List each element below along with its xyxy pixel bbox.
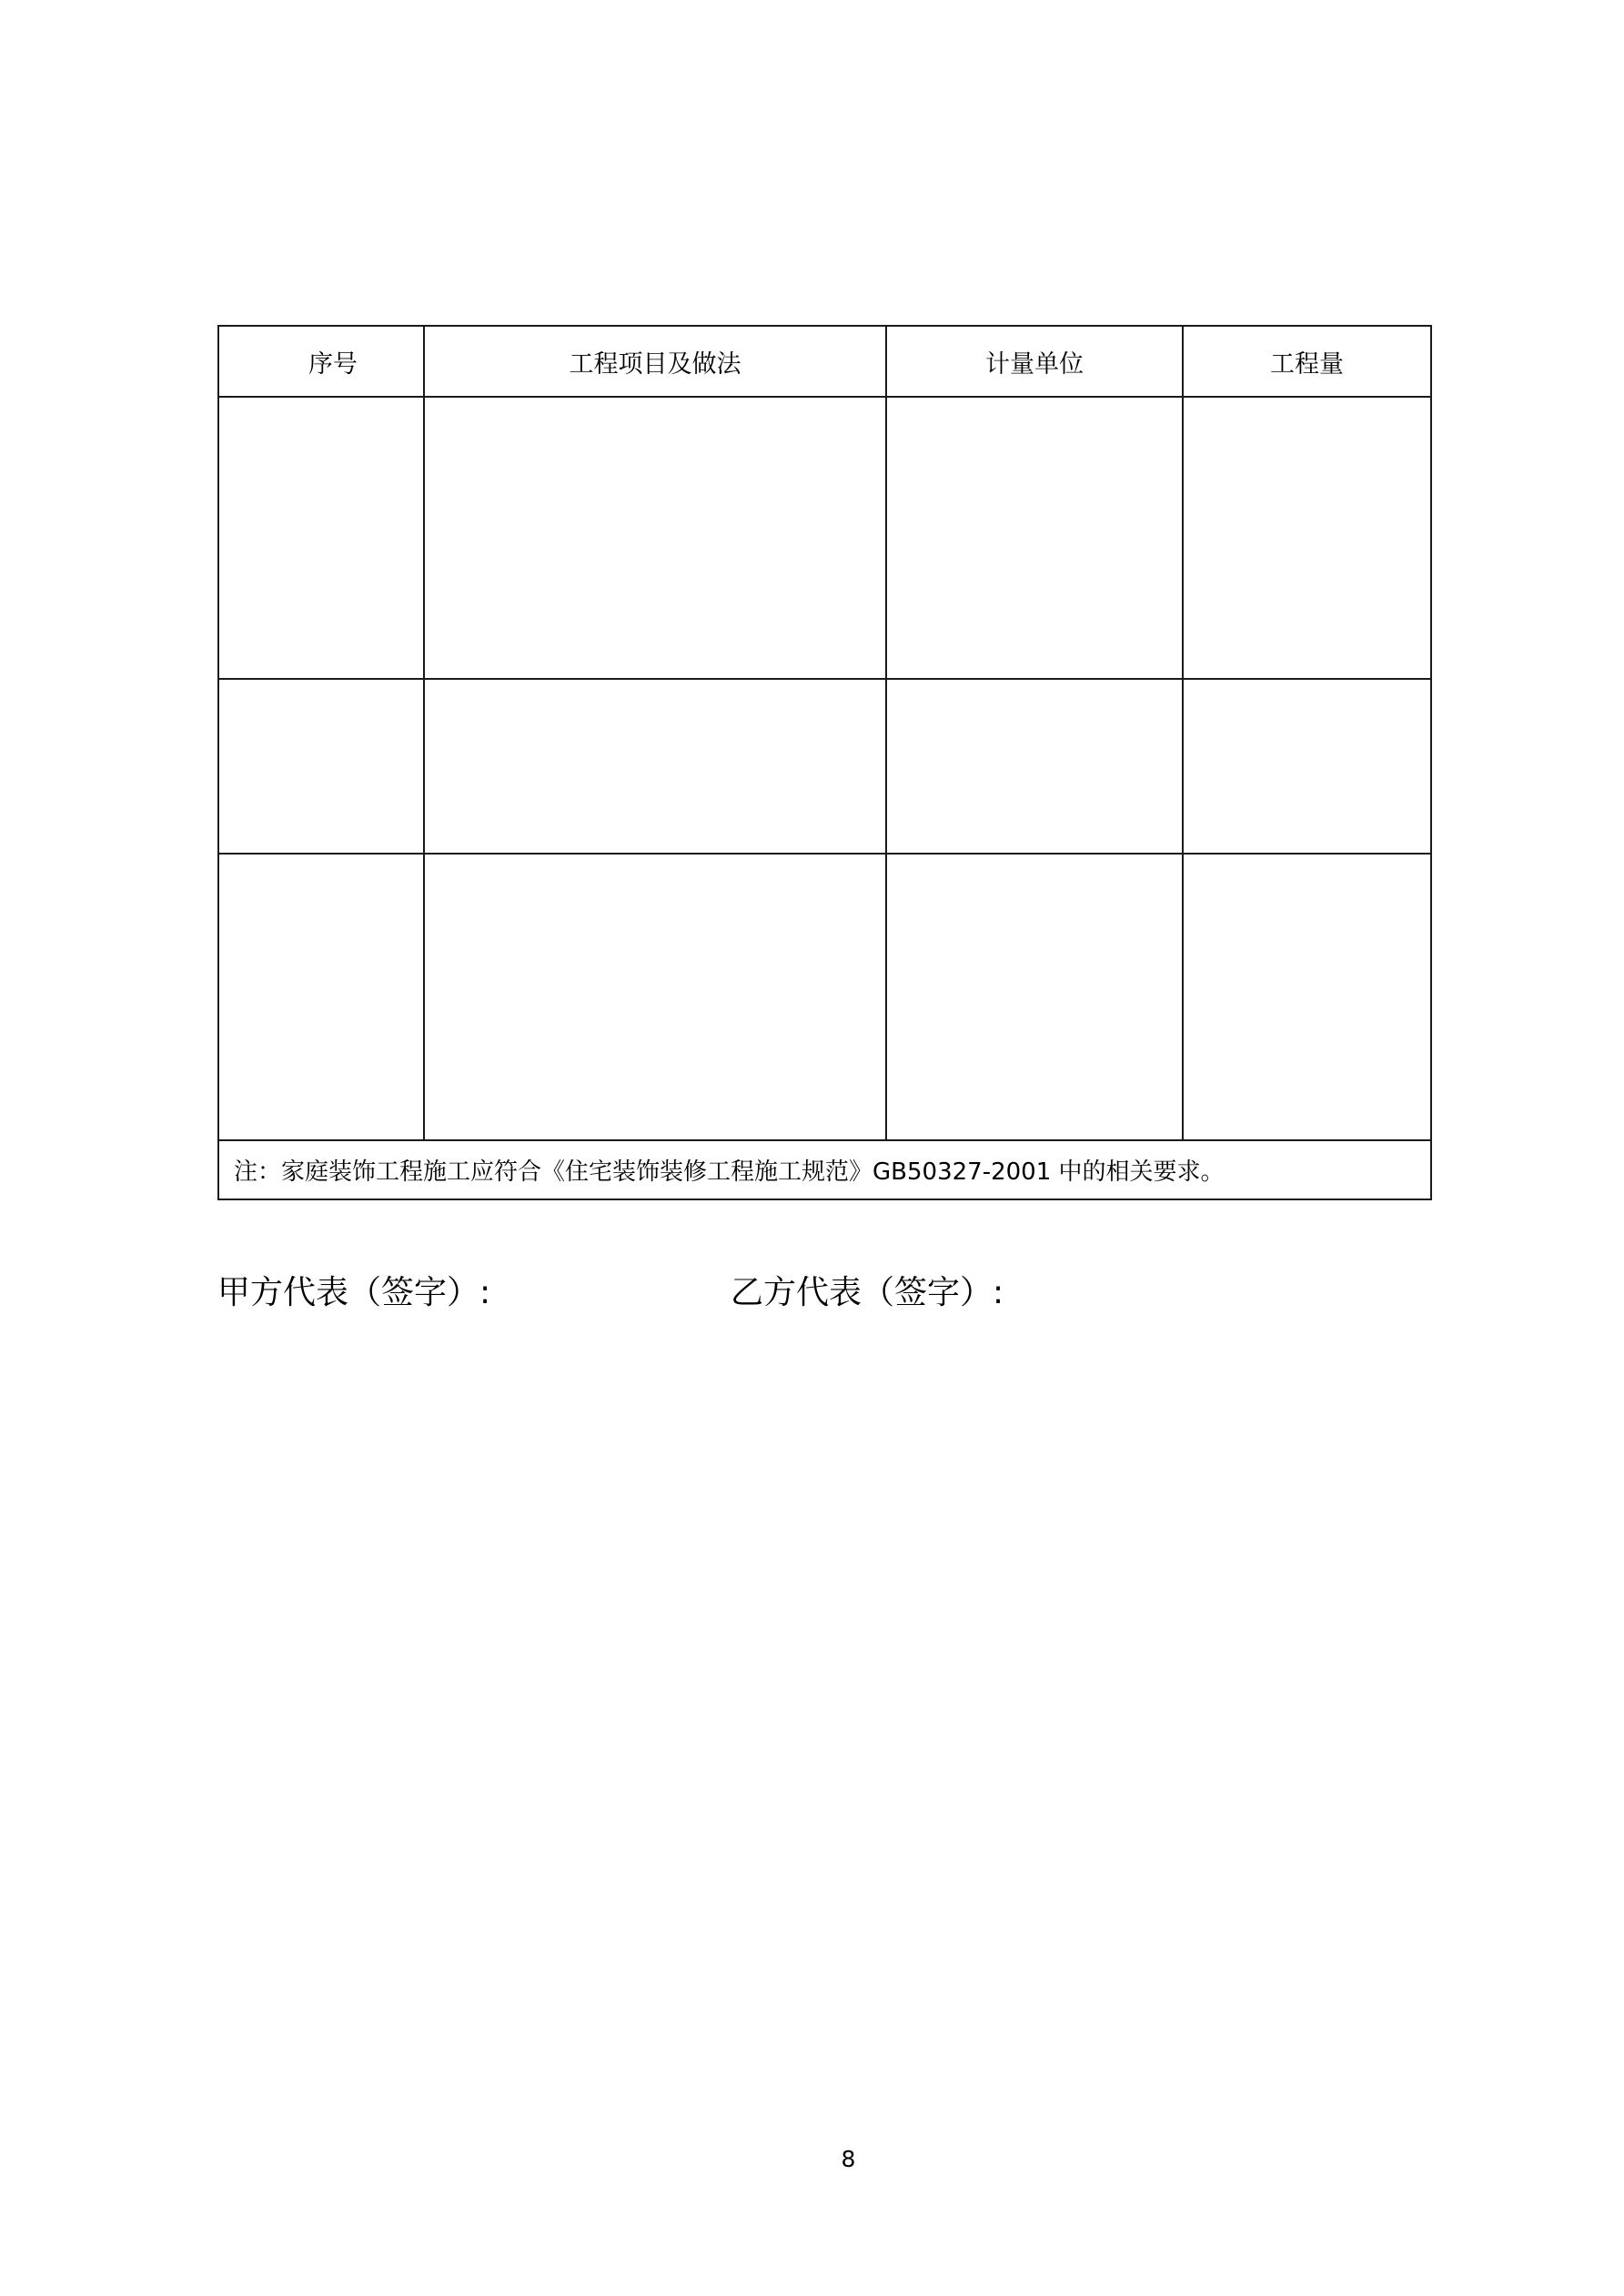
party-b-signature-label: 乙方代表（签字）: [731, 1274, 1004, 1311]
table-header-row [218, 326, 1431, 397]
header-quantity: 工程量 [1183, 326, 1431, 397]
page-number: 8 [841, 2146, 856, 2172]
table-row [218, 854, 1431, 1140]
table-note: 注：家庭装饰工程施工应符合《住宅装饰装修工程施工规范》GB50327-2001 中的相关要求。 [218, 1140, 1431, 1199]
table-row [218, 679, 1431, 854]
work-quantity-table [217, 325, 1432, 1200]
cell-quantity [1183, 679, 1431, 854]
cell-item [424, 679, 886, 854]
cell-seq [218, 397, 424, 679]
header-item: 工程项目及做法 [424, 326, 886, 397]
cell-seq [218, 679, 424, 854]
table-row [218, 397, 1431, 679]
cell-unit [886, 679, 1183, 854]
header-seq: 序号 [218, 326, 424, 397]
cell-quantity [1183, 854, 1431, 1140]
cell-quantity [1183, 397, 1431, 679]
cell-seq [218, 854, 424, 1140]
cell-unit [886, 854, 1183, 1140]
cell-unit [886, 397, 1183, 679]
table-note-row [218, 1140, 1431, 1199]
party-a-signature-label: 甲方代表（签字）: [217, 1274, 491, 1311]
cell-item [424, 397, 886, 679]
cell-item [424, 854, 886, 1140]
header-unit: 计量单位 [886, 326, 1183, 397]
